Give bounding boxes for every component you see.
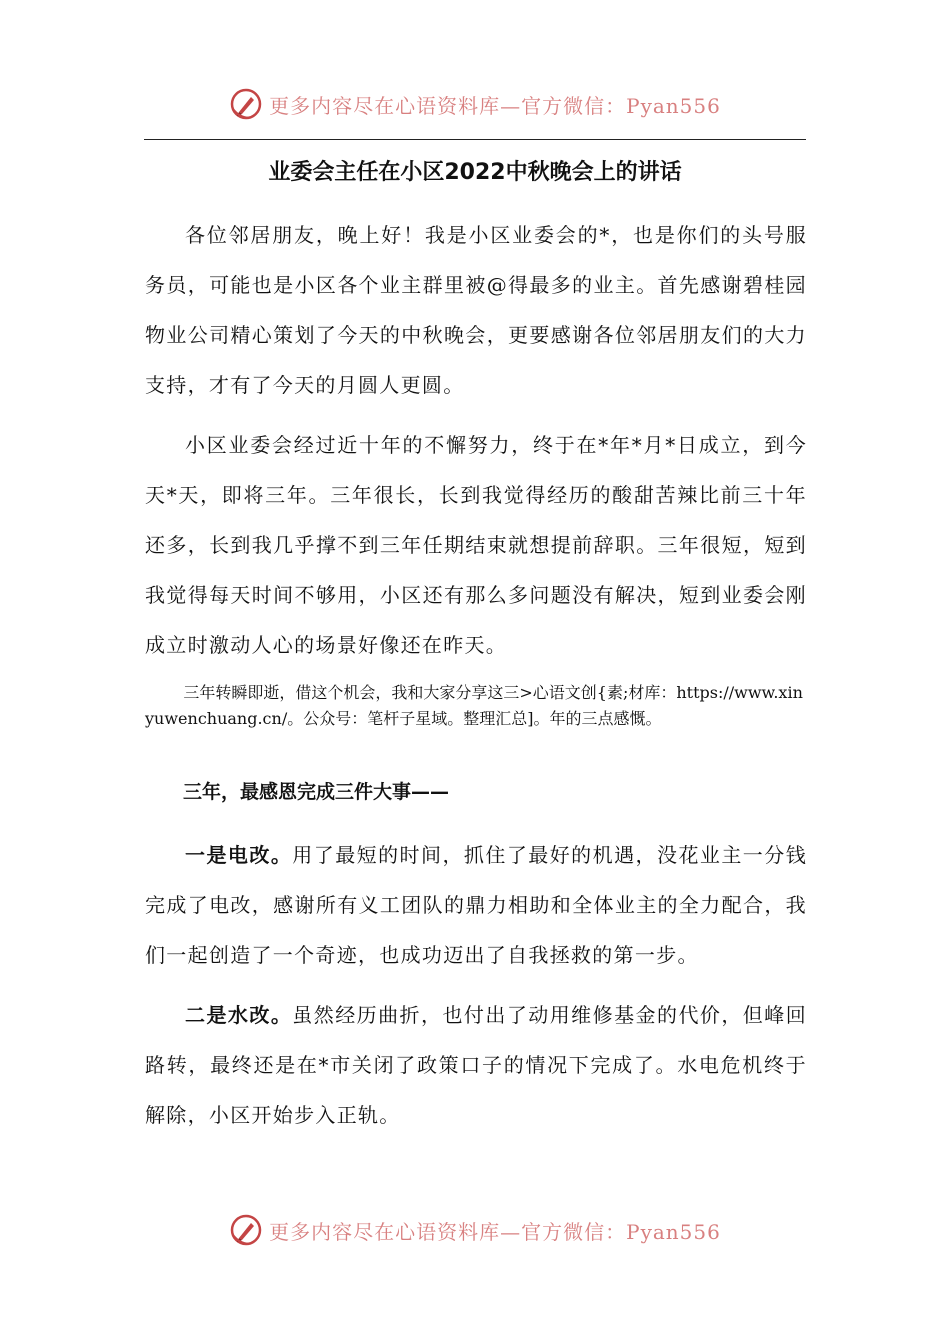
item-electric-reform [145, 830, 807, 980]
banner-text: 更多内容尽在心语资料库—官方微信：Pyan556 [269, 93, 721, 118]
footer-banner [0, 1208, 950, 1252]
pen-logo-icon [229, 87, 263, 121]
paragraph-transition: 三年转瞬即逝，借这个机会，我和大家分享这三>心语文创{素;材库：https://www.xinyuwenchuang.cn/。公众号：笔杆子星域。整理汇总]。年的三点感慨。 [145, 683, 803, 728]
paragraph-history: 小区业委会经过近十年的不懈努力，终于在*年*月*日成立，到今天*天，即将三年。三年很长，长到我觉得经历的酸甜苦辣比前三十年还多，长到我几乎撑不到三年任期结束就想提前辞职。三年很短，短到我觉得每天时间不够用，小区还有那么多问题没有解决，短到业委会刚成立时激动人心的场景好像还在昨天。 [145, 433, 807, 657]
item-lead: 二是水改。 [185, 1003, 293, 1027]
pen-logo-icon [229, 1213, 263, 1247]
item-text: 用了最短的时间，抓住了最好的机遇，没花业主一分钱完成了电改，感谢所有义工团队的鼎力相助和全体业主的全力配合，我们一起创造了一个奇迹，也成功迈出了自我拯救的第一步。 [145, 843, 808, 967]
section-heading: 三年，最感恩完成三件大事—— [183, 781, 450, 803]
header-banner [0, 82, 950, 126]
paragraph-greeting: 各位邻居朋友，晚上好！我是小区业委会的*，也是你们的头号服务员，可能也是小区各个业主群里被@得最多的业主。首先感谢碧桂园物业公司精心策划了今天的中秋晚会，更要感谢各位邻居朋友们的大力支持，才有了今天的月圆人更圆。 [145, 223, 807, 397]
item-water-reform [145, 990, 807, 1140]
header-divider [144, 139, 806, 140]
item-lead: 一是电改。 [185, 843, 293, 867]
banner-text: 更多内容尽在心语资料库—官方微信：Pyan556 [269, 1219, 721, 1244]
item-text: 虽然经历曲折，也付出了动用维修基金的代价，但峰回路转，最终还是在*市关闭了政策口子的情况下完成了。水电危机终于解除，小区开始步入正轨。 [145, 1003, 808, 1127]
document-title: 业委会主任在小区2022中秋晚会上的讲话 [268, 160, 682, 185]
